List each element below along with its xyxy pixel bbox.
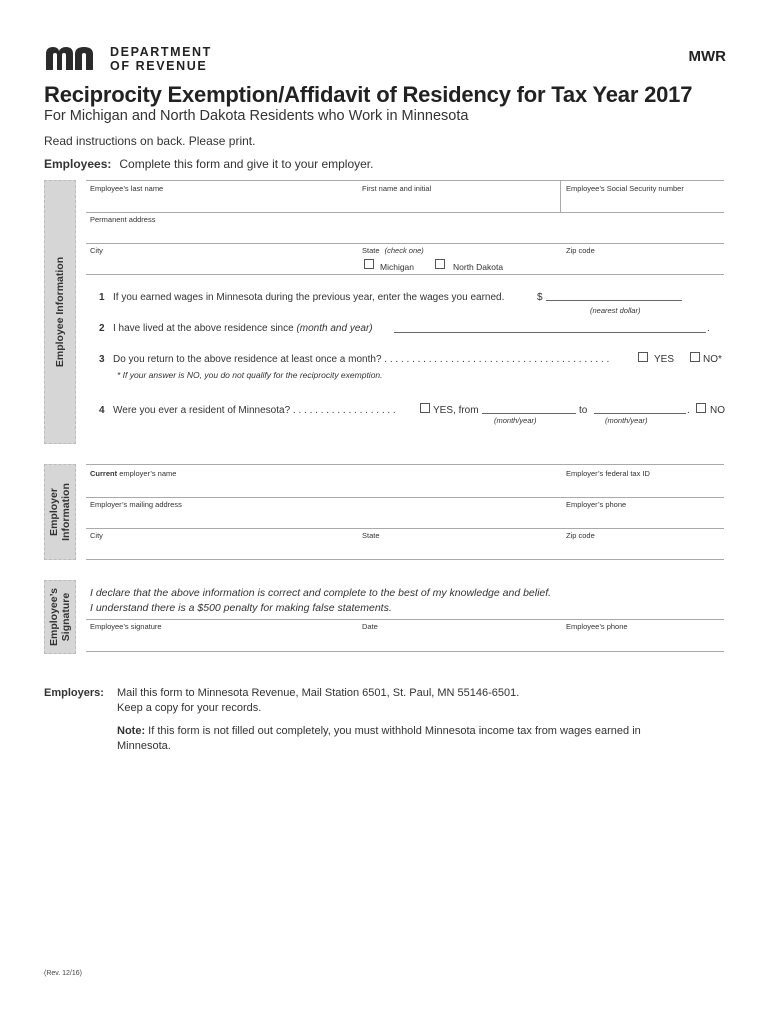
- q4-number: 4: [99, 405, 105, 416]
- instructions-text: Read instructions on back. Please print.: [44, 134, 256, 148]
- q1-note: (nearest dollar): [590, 306, 641, 315]
- employer-mailing-field[interactable]: [88, 510, 558, 527]
- employer-info-label-line2: Information: [60, 483, 72, 541]
- employer-info-label-line1: Employer: [48, 488, 60, 536]
- date-label: Date: [362, 622, 378, 631]
- signature-field[interactable]: [88, 632, 356, 650]
- current-bold: Current: [90, 469, 118, 478]
- north-dakota-option: North Dakota: [453, 262, 504, 272]
- zip-field[interactable]: [564, 256, 722, 272]
- q4-yes-checkbox[interactable]: [420, 403, 430, 413]
- state-label-text: State: [362, 246, 380, 255]
- signature-field-label: Employee’s signature: [90, 622, 162, 631]
- q4-yes-label: YES, from: [433, 405, 479, 416]
- employer-tax-id-field[interactable]: [564, 479, 722, 496]
- employee-phone-field[interactable]: [564, 632, 722, 650]
- department-name: [110, 45, 212, 73]
- employers-line-2: Keep a copy for your records.: [117, 702, 262, 714]
- employer-name-field[interactable]: [88, 479, 558, 496]
- employer-city-label: City: [90, 531, 103, 540]
- q4-to-field[interactable]: [594, 413, 686, 414]
- declaration-text: [90, 586, 551, 616]
- q3-no-checkbox[interactable]: [690, 352, 700, 362]
- declaration-line-2: I understand there is a $500 penalty for making false statements.: [90, 602, 392, 614]
- employer-mailing-label: Employer’s mailing address: [90, 500, 182, 509]
- signature-label-line2: Signature: [60, 592, 72, 642]
- form-id: MWR: [688, 48, 726, 65]
- employer-phone-field[interactable]: [564, 510, 722, 527]
- residence-since-field[interactable]: [394, 332, 706, 333]
- q2-end: .: [707, 323, 710, 334]
- q4-no-label: NO: [710, 405, 725, 416]
- employer-name-label: [90, 469, 176, 478]
- employer-tax-id-label: Employer’s federal tax ID: [566, 469, 650, 478]
- q4-to-label: to: [579, 405, 588, 416]
- q4-to-note: (month/year): [605, 416, 648, 425]
- declaration-line-1: I declare that the above information is correct and complete to the best of my knowledge and belief.: [90, 587, 552, 599]
- q2-text-italic: (month and year): [296, 323, 373, 334]
- page-title: Reciprocity Exemption/Affidavit of Residency for Tax Year 2017: [44, 82, 693, 107]
- employers-label: Employers:: [44, 687, 104, 699]
- employer-phone-label: Employer’s phone: [566, 500, 627, 509]
- dept-line-2: OF REVENUE: [110, 59, 208, 73]
- q3-yes-label: YES: [654, 354, 675, 365]
- ssn-field[interactable]: [564, 193, 722, 211]
- date-field[interactable]: [360, 632, 556, 650]
- q4-from-note: (month/year): [494, 416, 537, 425]
- employer-name-label-text: employer’s name: [119, 469, 177, 478]
- q4-end: .: [687, 405, 690, 416]
- wages-field[interactable]: [546, 300, 682, 301]
- state-label: [362, 246, 424, 255]
- signature-label-line1: Employee’s: [48, 588, 60, 646]
- q4-no-checkbox[interactable]: [696, 403, 706, 413]
- employer-state-field[interactable]: [360, 541, 556, 558]
- zip-label: Zip code: [566, 246, 595, 255]
- permanent-address-field[interactable]: [88, 224, 722, 242]
- employer-zip-field[interactable]: [564, 541, 722, 558]
- q1-currency: $: [537, 292, 543, 303]
- employer-info-sidebar: [44, 464, 76, 560]
- mn-logo-icon: [44, 44, 102, 72]
- employee-phone-label: Employee’s phone: [566, 622, 628, 631]
- employer-info-label: [48, 483, 72, 541]
- employer-state-label: State: [362, 531, 380, 540]
- employees-label: Employees:: [44, 157, 112, 171]
- page-subtitle: For Michigan and North Dakota Residents who Work in Minnesota: [44, 108, 469, 124]
- q3-number: 3: [99, 354, 105, 365]
- revision-date: (Rev. 12/16): [44, 970, 82, 977]
- q3-note: * If your answer is NO, you do not qualify for the reciprocity exemption.: [117, 370, 383, 380]
- q4-text: Were you ever a resident of Minnesota? . . . . . . . . . . . . . . . . . . .: [113, 405, 396, 416]
- first-name-label: First name and initial: [362, 184, 432, 193]
- michigan-option: Michigan: [380, 262, 415, 272]
- state-check-note: (check one): [384, 246, 424, 255]
- q2-text: [113, 323, 373, 334]
- employer-city-field[interactable]: [88, 541, 356, 558]
- q1-number: 1: [99, 292, 105, 303]
- note-line-2: Minnesota.: [117, 740, 171, 752]
- signature-sidebar: [44, 580, 76, 654]
- city-field[interactable]: [88, 256, 356, 272]
- dept-line-1: DEPARTMENT: [110, 45, 212, 59]
- city-label: City: [90, 246, 103, 255]
- q3-yes-checkbox[interactable]: [638, 352, 648, 362]
- employers-note: [117, 724, 641, 754]
- q3-text: Do you return to the above residence at least once a month? . . . . . . . . . . . . . . . . . . . . . . . . . . . . . . . . . . . . . . . . .: [113, 354, 610, 365]
- signature-label: [48, 588, 72, 646]
- note-line-1: If this form is not filled out completely, you must withhold Minnesota income tax from wages earned in: [148, 725, 641, 737]
- q1-text: If you earned wages in Minnesota during the previous year, enter the wages you earned.: [113, 292, 505, 303]
- q2-text-main: I have lived at the above residence since: [113, 323, 294, 334]
- employer-zip-label: Zip code: [566, 531, 595, 540]
- last-name-label: Employee’s last name: [90, 184, 164, 193]
- first-name-field[interactable]: [360, 193, 556, 211]
- employee-info-sidebar: [44, 180, 76, 444]
- q4-from-field[interactable]: [482, 413, 576, 414]
- michigan-checkbox[interactable]: [364, 259, 374, 269]
- q3-no-label: NO*: [703, 354, 722, 365]
- employers-instructions: [117, 686, 519, 716]
- last-name-field[interactable]: [88, 193, 356, 211]
- employees-instruction: [44, 157, 373, 171]
- employers-line-1: Mail this form to Minnesota Revenue, Mail Station 6501, St. Paul, MN 55146-6501.: [117, 687, 520, 699]
- employees-text: Complete this form and give it to your employer.: [119, 157, 374, 171]
- employee-info-label: Employee Information: [54, 256, 66, 368]
- note-label: Note:: [117, 725, 146, 737]
- q2-number: 2: [99, 323, 105, 334]
- north-dakota-checkbox[interactable]: [435, 259, 445, 269]
- address-label: Permanent address: [90, 215, 156, 224]
- ssn-label: Employee’s Social Security number: [566, 184, 684, 193]
